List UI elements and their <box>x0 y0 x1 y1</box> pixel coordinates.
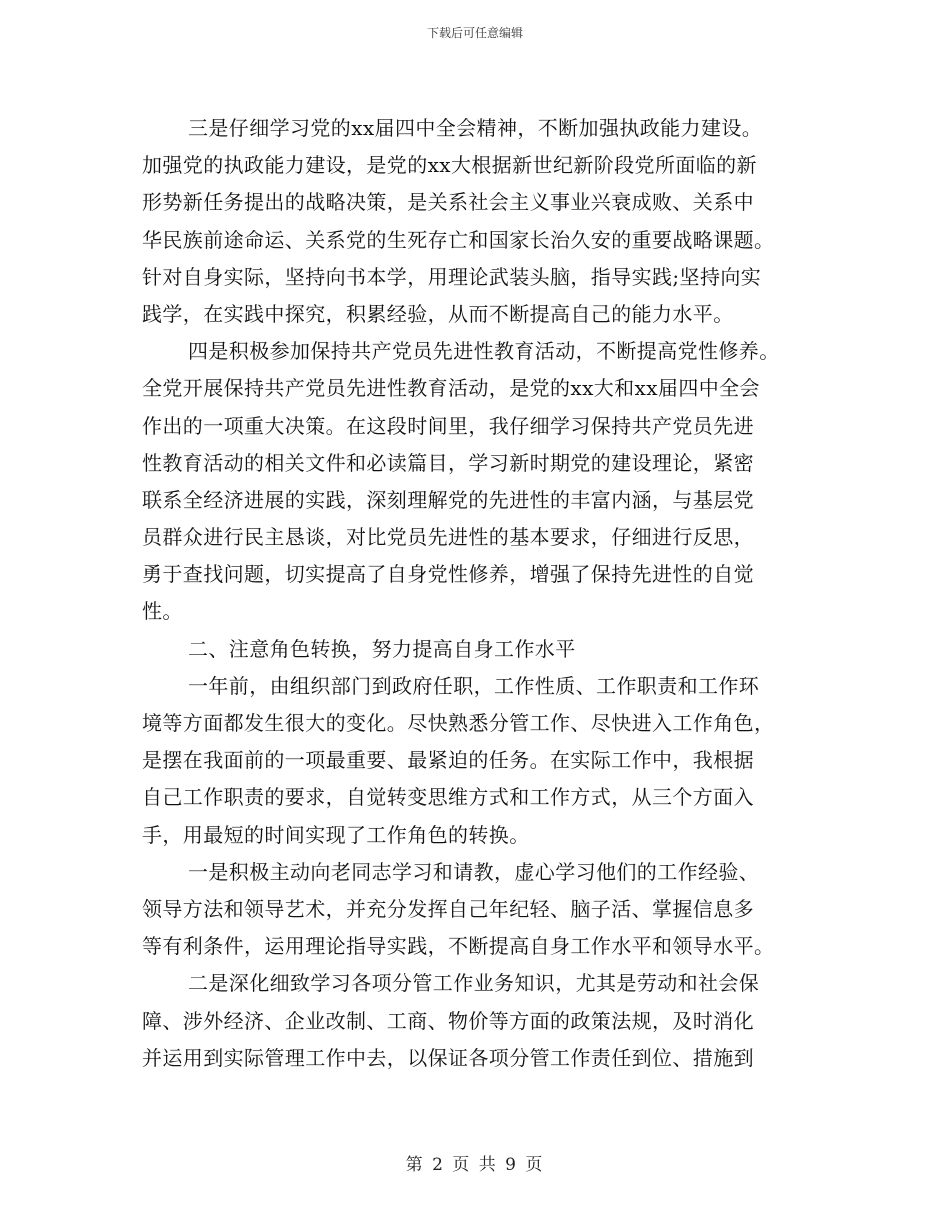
page-header: 下载后可任意编辑 <box>426 26 523 40</box>
text-line: 加强党的执政能力建设，是党的xx大根据新世纪新阶段党所面临的新 <box>142 153 757 178</box>
text-line: 一是积极主动向老同志学习和请教，虚心学习他们的工作经验、 <box>188 859 760 884</box>
text-line: 领导方法和领导艺术，并充分发挥自己年纪轻、脑子活、掌握信息多 <box>142 896 754 921</box>
text-line: 四是积极参加保持共产党员先进性教育活动，不断提高党性修养。 <box>188 339 780 364</box>
text-line: 等有利条件，运用理论指导实践，不断提高自身工作水平和领导水平。 <box>142 934 775 959</box>
text-line: 性教育活动的相关文件和必读篇目，学习新时期党的建设理论，紧密 <box>142 450 754 475</box>
document-body <box>142 110 812 1077</box>
text-line: 形势新任务提出的战略决策，是关系社会主义事业兴衰成败、关系中 <box>142 190 754 215</box>
text-line: 性。 <box>142 599 183 624</box>
text-line: 员群众进行民主恳谈，对比党员先进性的基本要求，仔细进行反思， <box>142 525 754 550</box>
text-line: 障、涉外经济、企业改制、工商、物价等方面的政策法规，及时消化 <box>142 1008 754 1033</box>
text-line: 并运用到实际管理工作中去，以保证各项分管工作责任到位、措施到 <box>142 1045 754 1070</box>
text-line: 作出的一项重大决策。在这段时间里，我仔细学习保持共产党员先进 <box>142 413 754 438</box>
text-line: 二、注意角色转换，努力提高自身工作水平 <box>188 636 576 661</box>
text-line: 一年前，由组织部门到政府任职，工作性质、工作职责和工作环 <box>188 673 760 698</box>
text-line: 针对自身实际，坚持向书本学，用理论武装头脑，指导实践;坚持向实 <box>142 264 762 289</box>
text-line: 联系全经济进展的实践，深刻理解党的先进性的丰富内涵，与基层党 <box>142 487 754 512</box>
page-number: 第 2 页 共 9 页 <box>405 1155 545 1175</box>
text-line: 手，用最短的时间实现了工作角色的转换。 <box>142 822 530 847</box>
text-line: 境等方面都发生很大的变化。尽快熟悉分管工作、尽快进入工作角色， <box>142 711 775 735</box>
text-line: 华民族前途命运、关系党的生死存亡和国家长治久安的重要战略课题。 <box>142 227 775 252</box>
text-line: 是摆在我面前的一项最重要、最紧迫的任务。在实际工作中，我根据 <box>142 748 754 773</box>
text-line: 二是深化细致学习各项分管工作业务知识，尤其是劳动和社会保 <box>188 971 760 996</box>
text-line: 践学，在实践中探究，积累经验，从而不断提高自己的能力水平。 <box>142 301 734 326</box>
text-line: 全党开展保持共产党员先进性教育活动，是党的xx大和xx届四中全会 <box>142 376 760 401</box>
text-line: 三是仔细学习党的xx届四中全会精神，不断加强执政能力建设。 <box>188 116 763 140</box>
text-line: 勇于查找问题，切实提高了自身党性修养，增强了保持先进性的自觉 <box>142 562 754 587</box>
text-line: 自己工作职责的要求，自觉转变思维方式和工作方式，从三个方面入 <box>142 785 754 810</box>
